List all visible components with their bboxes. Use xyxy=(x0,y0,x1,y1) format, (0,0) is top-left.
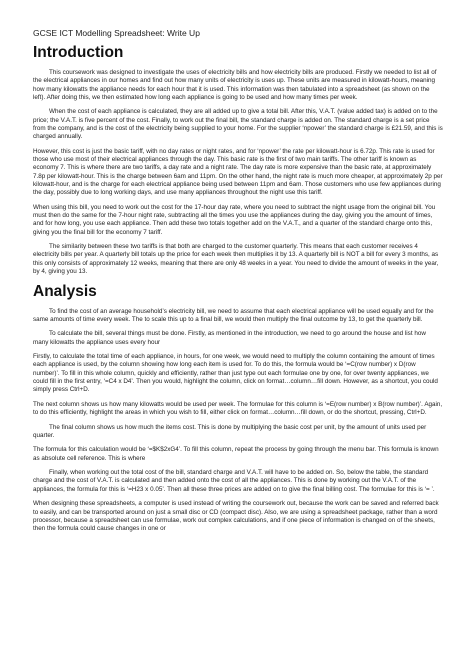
analysis-paragraph-2: To calculate the bill, several things must be done. Firstly, as mentioned in the introduction, we need to go around the house and list how many kilowatts the appliance uses every hour xyxy=(33,330,426,346)
analysis-paragraph-1: To find the cost of an average household’s electricity bill, we need to assume that each electrical appliance will be used equally and for the same amounts of time every week. The to scale this up to a final bill, we would then multiply the final outcome by 13, to get the quarterly bill. xyxy=(33,307,434,323)
analysis-paragraph-4: The next column shows us how many kilowatts would be used per week. The formulae for this column is ‘=E(row number) x B(row number)’. Again, to do this efficiently, highlight the areas in which you wish to fill, either click on format…column…fill down, or do the shortcut, pressing, Ctrl+D. xyxy=(33,400,443,417)
analysis-heading: Analysis xyxy=(33,282,97,300)
analysis-paragraph-3: Firstly, to calculate the total time of each appliance, in hours, for one week, we would need to multiply the column containing the amount of times each appliance is used, by the column showing how long each item is used for. To do this, the formula would be ‘=C(row number) x D(row number)’. To fill in this whole column, quickly and efficiently, rather than just type out each formulae one by one, for over twenty appliances, we could fill in the first entry, ‘=C4 x D4’. Then you would, highlight the column, click on format…column…fill down. However, as a shortcut, you could simply press Ctrl+D. xyxy=(33,353,438,394)
analysis-paragraph-8: When designing these spreadsheets, a computer is used instead of writing the coursework out, because the work can be saved and referred back to easily, and can be transported around on just a small disc or CD (compact disc). Also, we are using a spreadsheet package, rather than a word processor, because a spreadsheet can use formulae, work out complex calculations, and if one piece of information is changed on of the sheets, then the formula could cause changes in one or xyxy=(33,500,439,533)
analysis-paragraph-7: Finally, when working out the total cost of the bill, standard charge and V.A.T. will have to be added on. So, below the table, the standard charge and the cost of V.A.T. is calculated and then added onto the cost of all the appliances. This is done by working out the V.A.T. of the appliances, the formula for this is ‘=H23 x 0.05’. Then all these three prices are added on to give the final billing cost. The formulae for this is ‘= ’. xyxy=(33,469,435,493)
intro-paragraph-1: This coursework was designed to investigate the uses of electricity bills and how electricity bills are produced. Firstly we needed to list all of the electrical appliances in our homes and find out how many units of electricity is uses up. These units are measured in kilowatt-hours, meaning how many kilowatts the appliance needs for each hour that it is used. This information was then tabulated into a spreadsheet (as shown on the left). After doing this, we then estimated how long each appliance is going to be used and how many times per week. xyxy=(33,69,437,101)
intro-paragraph-3: However, this cost is just the basic tariff, with no day rates or night rates, and for ‘npower’ the rate per kilowatt-hour is 6.72p. This rate is used for those who use most of their electrical appliances through the day. This basic rate is the first of two main tariffs. The other tariff is known as economy 7. This is where there are two tariffs, a day rate and a night rate. The day rate is more expensive than the basic rate, at approximately 7.8p per kilowatt-hour. This is the charge between 6am and 11pm. On the other hand, the night rate is much more cheaper, at approximately 2p per kilowatt-hour, and is the charge for each electrical appliance being used between 11pm and 6am. Those customers who use few appliances during the day, possibly due to long working days, and use many appliances throughout the night use this tariff. xyxy=(33,147,443,197)
analysis-paragraph-5: The final column shows us how much the items cost. This is done by multiplying the basic cost per unit, by the amount of units used per quarter. xyxy=(33,423,427,439)
introduction-heading: Introduction xyxy=(33,44,124,61)
intro-paragraph-5: The similarity between these two tariffs is that both are charged to the customer quarterly. This means that each customer receives 4 electricity bills per year. A quarterly bill totals up the price for each week then multiplies it by 13. A quarterly bill is NOT a bill for every 3 months, as this only consists of approximately 12 weeks, meaning that there are only 48 weeks in a year. You need to divide the amount of weeks in the year, by 4, giving you 13. xyxy=(33,243,439,276)
analysis-paragraph-6: The formula for this calculation would be ‘=$K$2xG4’. To fill this column, repeat the process by going through the menu bar. This formula is known as absolute cell reference. This is where xyxy=(33,446,439,462)
document-header: GCSE ICT Modelling Spreadsheet: Write Up xyxy=(33,28,200,38)
document-page xyxy=(33,28,443,540)
intro-paragraph-4: When using this bill, you need to work out the cost for the 17-hour day rate, where you need to subtract the night usage from the original bill. You must then do the same for the 7-hour night rate, subtracting all the times you use the appliances during the day, giving you the amount of times, and for how long, you use each appliance. Then add these two totals together add on the V.A.T., and a quarter of the standard charge onto this, giving you the final bill for the economy 7 tariff. xyxy=(33,203,436,236)
intro-paragraph-2: When the cost of each appliance is calculated, they are all added up to give a total bill. After this, V.A.T. (value added tax) is added on to the price; the V.A.T. is five percent of the cost. Finally, to work out the final bill, the standard charge is added on. The standard charge is a set price from the company, and is the cost of the electricity being supplied to your home. For the supplier ‘npower’ the standard charge is £21.59, and this is charged annually. xyxy=(33,108,443,141)
